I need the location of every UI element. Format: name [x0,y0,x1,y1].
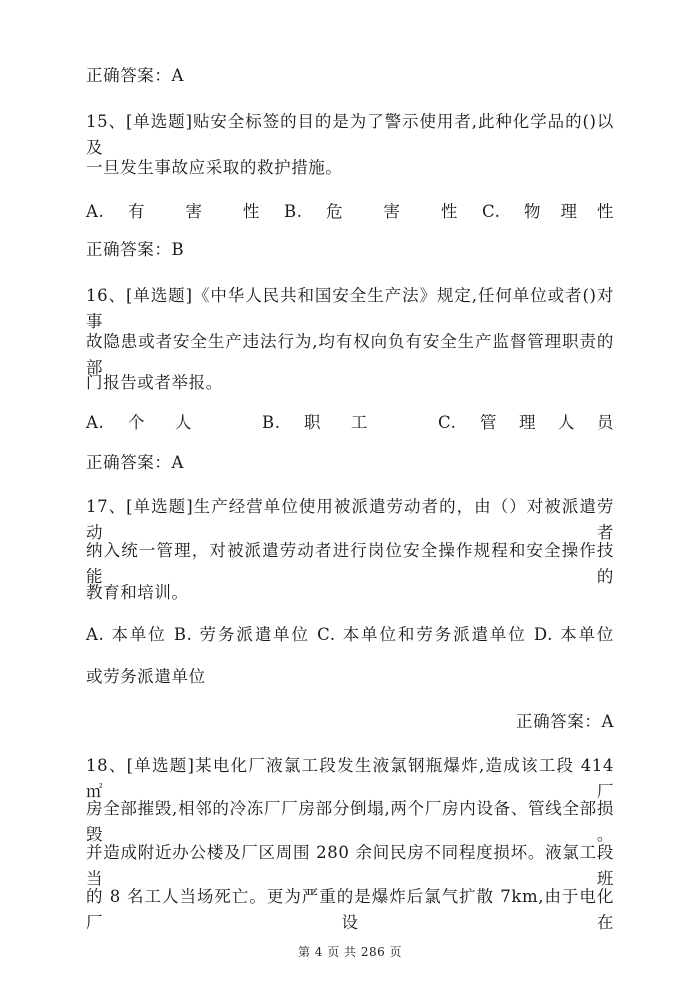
option-char: 员 [596,413,614,432]
option-c [438,410,614,436]
question-16-options [86,410,614,436]
option-char: 害 [185,202,203,221]
option-label: C. [482,202,501,221]
option-char: 管 [480,413,498,432]
question-17-options: A. 本单位 B. 劳务派遣单位 C. 本单位和劳务派遣单位 D. 本单位 [86,625,614,644]
option-a [86,410,262,436]
question-18-text-cont: 并造成附近办公楼及厂区周围 280 余间民房不同程度损坏。液氯工段当班 [86,843,614,888]
option-char: 物 [524,202,542,221]
option-char: 有 [128,202,146,221]
question-17-text-cont: 纳入统一管理，对被派遣劳动者进行岗位安全操作规程和安全操作技能的 [86,541,614,586]
option-label: B. [262,413,281,432]
question-18-text-cont: 房全部摧毁,相邻的冷冻厂厂房部分倒塌,两个厂房内设备、管线全部损毁。 [86,799,614,844]
question-16-text-end: 门报告或者举报。 [86,373,223,392]
question-15-options [86,199,614,225]
option-label: A. [86,413,105,432]
option-b [284,199,482,225]
question-15-text: 15、[单选题]贴安全标签的目的是为了警示使用者,此种化学品的()以及 [86,112,614,157]
answer-line: 正确答案：A [86,66,185,85]
page-footer: 第 4 页 共 286 页 [297,945,403,959]
question-18-text: 18、[单选题]某电化厂液氯工段发生液氯钢瓶爆炸,造成该工段 414 ㎡厂 [86,756,614,801]
option-label: A. [86,202,105,221]
option-char: 害 [383,202,401,221]
option-char: 性 [596,202,614,221]
option-char: 人 [174,413,192,432]
question-17-text: 17、[单选题]生产经营单位使用被派遣劳动者的，由（）对被派遣劳动者 [86,497,614,542]
option-a [86,199,284,225]
option-char: 危 [326,202,344,221]
question-18-text-cont: 的 8 名工人当场死亡。更为严重的是爆炸后氯气扩散 7km,由于电化厂设在 [86,887,614,932]
option-char: 职 [304,413,322,432]
answer-line: 正确答案：A [515,712,614,731]
option-char: 人 [557,413,576,432]
option-b [262,410,438,436]
option-char: 理 [518,413,537,432]
answer-line: 正确答案：A [86,453,185,472]
question-17-options-cont: 或劳务派遣单位 [86,667,206,686]
option-char: 个 [128,413,146,432]
option-label: B. [284,202,303,221]
option-c [482,199,614,225]
question-17-text-end: 教育和培训。 [86,583,189,602]
question-15-text-cont: 一旦发生事故应采取的救护措施。 [86,158,343,177]
option-label: C. [438,413,457,432]
option-char: 工 [350,413,368,432]
question-16-text: 16、[单选题]《中华人民共和国安全生产法》规定,任何单位或者()对事 [86,286,614,331]
option-char: 性 [440,202,458,221]
option-char: 性 [242,202,260,221]
question-16-text-cont: 故隐患或者安全生产违法行为,均有权向负有安全生产监督管理职责的部 [86,332,614,377]
option-char: 理 [560,202,578,221]
answer-line: 正确答案：B [86,240,185,259]
